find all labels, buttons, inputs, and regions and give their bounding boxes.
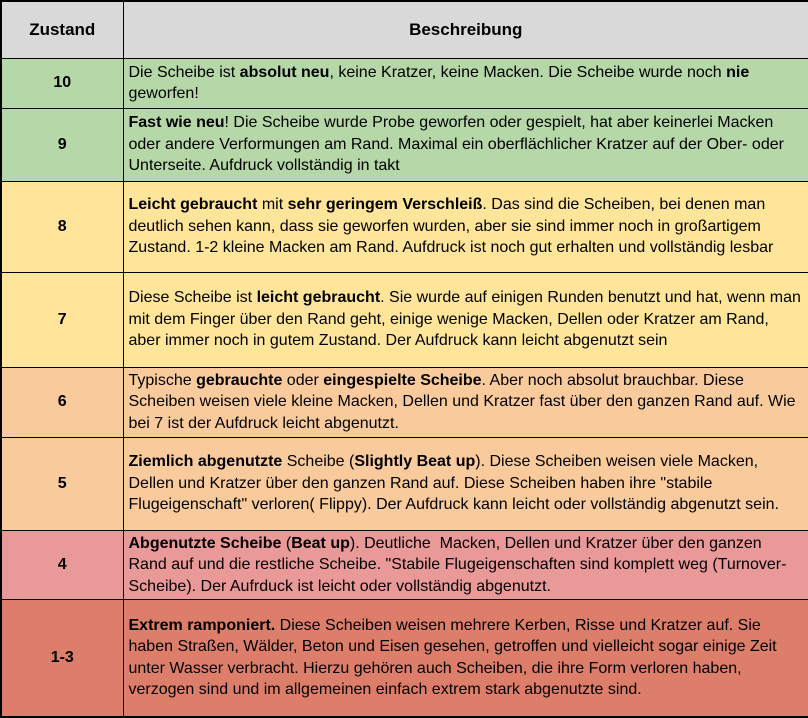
condition-cell: 9 [1, 108, 123, 181]
description-cell: Ziemlich abgenutzte Scheibe (Slightly Beat up). Diese Scheiben weisen viele Macken, Dellen und Kratzer über den ganzen Rand auf. Diese Scheiben haben ihre "stabile Flugeigenschaft" verloren( Flippy). Der Aufdruck kann leicht oder vollständig abgenutzt sein. [123, 437, 808, 530]
condition-column-header: Zustand [1, 1, 123, 58]
description-cell: Typische gebrauchte oder eingespielte Scheibe. Aber noch absolut brauchbar. Diese Scheiben weisen viele kleine Macken, Dellen und Kratzer fast über den ganzen Rand auf. Wie bei 7 ist der Aufdruck leicht abgenutzt. [123, 367, 808, 437]
description-cell: Extrem ramponiert. Diese Scheiben weisen mehrere Kerben, Risse und Kratzer auf. Sie haben Straßen, Wälder, Beton und Eisen gesehen, getroffen und vielleicht sogar einige Zeit unter Wasser verbracht. Hierzu gehören auch Scheiben, die ihre Form verloren haben, verzogen sind und im allgemeinen einfach extrem stark abgenutzte sind. [123, 600, 808, 717]
table-row [1, 108, 808, 181]
table-row [1, 600, 808, 717]
description-column-header: Beschreibung [123, 1, 808, 58]
condition-table-body [1, 58, 808, 717]
condition-cell: 4 [1, 530, 123, 600]
table-row [1, 181, 808, 272]
table-row [1, 367, 808, 437]
condition-cell: 8 [1, 181, 123, 272]
table-row [1, 58, 808, 108]
condition-cell: 10 [1, 58, 123, 108]
condition-cell: 7 [1, 272, 123, 367]
description-cell: Leicht gebraucht mit sehr geringem Verschleiß. Das sind die Scheiben, bei denen man deutlich sehen kann, dass sie geworfen wurden, aber sie sind immer noch in großartigem Zustand. 1-2 kleine Macken am Rand. Aufdruck ist noch gut erhalten und vollständig lesbar [123, 181, 808, 272]
description-cell: Fast wie neu! Die Scheibe wurde Probe geworfen oder gespielt, hat aber keinerlei Macken oder andere Verformungen am Rand. Maximal ein oberflächlicher Kratzer auf der Ober- oder Unterseite. Aufdruck vollständig in takt [123, 108, 808, 181]
description-cell: Die Scheibe ist absolut neu, keine Kratzer, keine Macken. Die Scheibe wurde noch nie geworfen! [123, 58, 808, 108]
table-row [1, 437, 808, 530]
condition-cell: 5 [1, 437, 123, 530]
condition-cell: 6 [1, 367, 123, 437]
description-cell: Diese Scheibe ist leicht gebraucht. Sie wurde auf einigen Runden benutzt und hat, wenn man mit dem Finger über den Rand geht, einige wenige Macken, Dellen oder Kratzer am Rand, aber immer noch in gutem Zustand. Der Aufdruck kann leicht abgenutzt sein [123, 272, 808, 367]
header-row [1, 1, 808, 58]
condition-cell: 1-3 [1, 600, 123, 717]
table-row [1, 530, 808, 600]
table-row [1, 272, 808, 367]
description-cell: Abgenutzte Scheibe (Beat up). Deutliche Macken, Dellen und Kratzer über den ganzen Rand auf und die restliche Scheibe. "Stabile Flugeigenschaften sind komplett weg (Turnover-Scheibe). Der Aufrduck ist leicht oder vollständig abgenutzt. [123, 530, 808, 600]
